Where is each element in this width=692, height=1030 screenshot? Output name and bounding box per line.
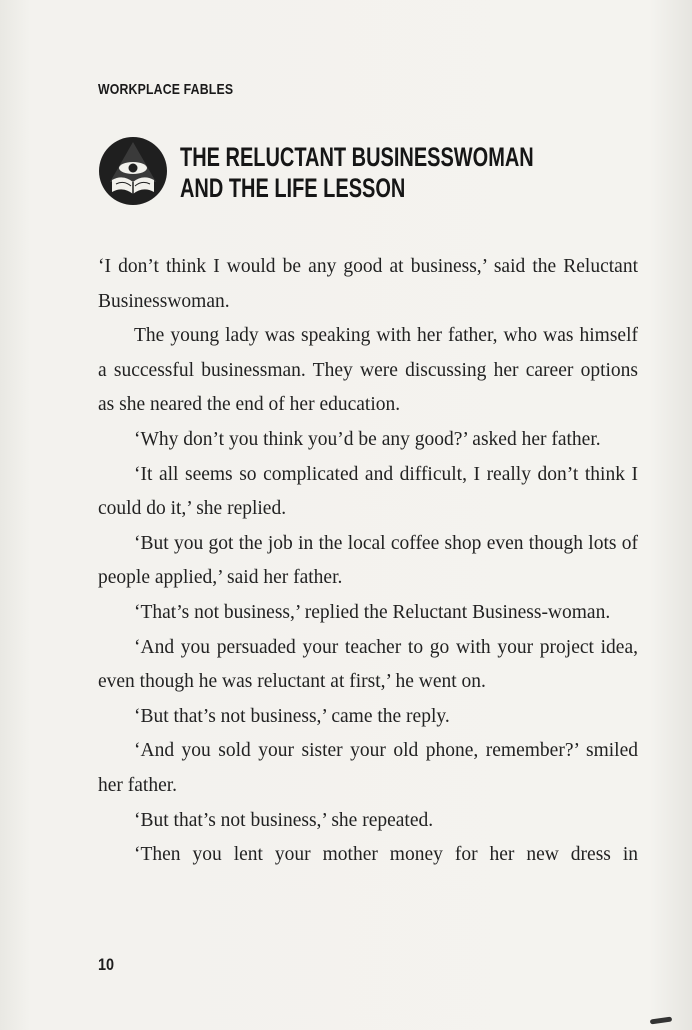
chapter-title-line-2: AND THE LIFE LESSON	[180, 173, 406, 203]
paragraph: ‘And you persuaded your teacher to go with your project idea, even though he was reluctant at first,’ he went on.	[98, 636, 638, 693]
paragraph: ‘It all seems so complicated and difficult, I really don’t think I could do it,’ she replied.	[98, 463, 638, 520]
page-number: 10	[98, 955, 115, 974]
page-edge-mark	[650, 1016, 672, 1024]
chapter-title	[180, 142, 534, 204]
paragraph: ‘That’s not business,’ replied the Reluctant Business-woman.	[134, 601, 611, 623]
paragraph: ‘Then you lent your mother money for her new dress in	[134, 844, 638, 866]
running-head: WORKPLACE FABLES	[98, 81, 234, 98]
paragraph: ‘But that’s not business,’ came the reply.	[134, 705, 450, 727]
chapter-title-line-1: THE RELUCTANT BUSINESSWOMAN	[180, 142, 534, 172]
paragraph: ‘I don’t think I would be any good at business,’ said the Reluctant Businesswoman.	[98, 256, 638, 312]
paragraph: ‘But that’s not business,’ she repeated.	[134, 809, 434, 831]
paragraph: The young lady was speaking with her father, who was himself a successful businessman. They were discussing her career options as she neared the end of her education.	[98, 325, 638, 416]
body-text	[98, 250, 638, 873]
eye-pyramid-book-emblem-icon	[98, 136, 168, 206]
paragraph: ‘Why don’t you think you’d be any good?’ asked her father.	[134, 428, 601, 450]
paragraph: ‘But you got the job in the local coffee shop even though lots of people applied,’ said her father.	[98, 532, 638, 589]
paragraph: ‘And you sold your sister your old phone, remember?’ smiled her father.	[98, 740, 638, 796]
